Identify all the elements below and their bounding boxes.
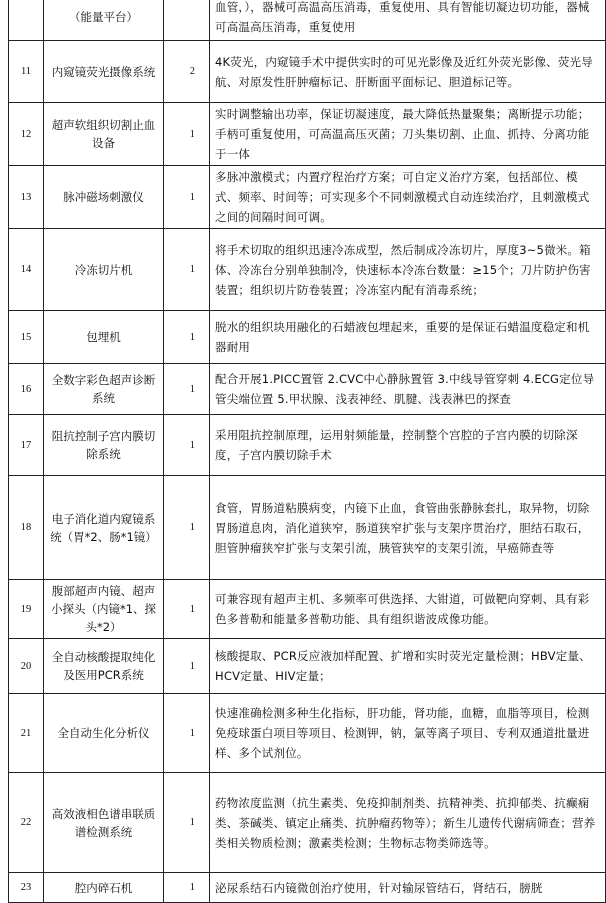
table-row [9, 166, 606, 229]
equipment-name: 腹部超声内镜、超声小探头（内镜*1、探头*2） [44, 580, 164, 639]
row-number: 15 [9, 311, 44, 364]
equipment-description: 配合开展1.PICC置管 2.CVC中心静脉置管 3.中线导管穿刺 4.ECG定位导管尖端位置 5.甲状腺、浅表神经、肌腱、浅表淋巴的探查 [210, 364, 606, 415]
equipment-description: 将手术切取的组织迅速冷冻成型，然后制成冷冻切片，厚度3~5微米。箱体、冷冻台分别单独制冷，快速标本冷冻台数量：≥15个；刀片防护伤害装置；组织切片防卷装置；冷冻室内配有消毒系统； [210, 229, 606, 311]
table-row [9, 229, 606, 311]
equipment-description: 药物浓度监测（抗生素类、免疫抑制剂类、抗精神类、抗抑郁类、抗癫痫类、茶碱类、镇定止痛类、抗肿瘤药物等）；新生儿遗传代谢病筛查；营养类相关物质检测；激素类检测；生物标志物类筛选等。 [210, 773, 606, 873]
quantity: 1 [164, 873, 210, 903]
table-row [9, 0, 606, 41]
equipment-name: 全自动生化分析仪 [44, 694, 164, 773]
equipment-table-body [9, 0, 606, 903]
table-row [9, 103, 606, 166]
row-number: 20 [9, 639, 44, 694]
row-number: 21 [9, 694, 44, 773]
row-number: 16 [9, 364, 44, 415]
equipment-name: 全数字彩色超声诊断系统 [44, 364, 164, 415]
equipment-name: 腔内碎石机 [44, 873, 164, 903]
equipment-name: 高效液相色谱串联质谱检测系统 [44, 773, 164, 873]
quantity: 1 [164, 229, 210, 311]
equipment-name: 电子消化道内窥镜系统（胃*2、肠*1镜） [44, 476, 164, 580]
equipment-name: 内窥镜荧光摄像系统 [44, 41, 164, 103]
table-row [9, 415, 606, 476]
table-row [9, 580, 606, 639]
quantity: 1 [164, 311, 210, 364]
equipment-name: 阻抗控制子宫内膜切除系统 [44, 415, 164, 476]
equipment-description: 核酸提取、PCR反应液加样配置、扩增和实时荧光定量检测；HBV定量、HCV定量、HIV定量； [210, 639, 606, 694]
equipment-name: 全自动核酸提取纯化及医用PCR系统 [44, 639, 164, 694]
row-number: 17 [9, 415, 44, 476]
row-number: 14 [9, 229, 44, 311]
row-number: 12 [9, 103, 44, 166]
table-row [9, 311, 606, 364]
quantity: 1 [164, 103, 210, 166]
quantity: 1 [164, 476, 210, 580]
quantity [164, 0, 210, 41]
table-row [9, 364, 606, 415]
table-row [9, 694, 606, 773]
quantity: 1 [164, 773, 210, 873]
equipment-name: （能量平台） [44, 0, 164, 41]
equipment-description: 快速准确检测多种生化指标，肝功能，肾功能，血糖，血脂等项目，检测免疫球蛋白项目等项目、检测钾，钠，氯等离子项目、专利双通道批量进样、多个试剂位。 [210, 694, 606, 773]
row-number: 18 [9, 476, 44, 580]
equipment-description: 泌尿系结石内镜微创治疗使用，针对输尿管结石，肾结石，膀胱 [210, 873, 606, 903]
table-row [9, 873, 606, 903]
equipment-name: 脉冲磁场刺激仪 [44, 166, 164, 229]
equipment-table [8, 0, 606, 903]
table-row [9, 773, 606, 873]
row-number: 13 [9, 166, 44, 229]
equipment-name: 超声软组织切割止血设备 [44, 103, 164, 166]
quantity: 1 [164, 580, 210, 639]
row-number: 22 [9, 773, 44, 873]
table-row [9, 41, 606, 103]
equipment-name: 冷冻切片机 [44, 229, 164, 311]
table-row [9, 639, 606, 694]
equipment-description: 实时调整输出功率，保证切凝速度，最大降低热量聚集；离断提示功能；手柄可重复使用，可高温高压灭菌；刀头集切割、止血、抓持、分离功能于一体 [210, 103, 606, 166]
equipment-description: 多脉冲激模式；内置疗程治疗方案；可自定义治疗方案，包括部位、模式、频率、时间等；可实现多个不同刺激模式自动连续治疗，且刺激模式之间的间隔时间可调。 [210, 166, 606, 229]
equipment-description: 可兼容现有超声主机、多频率可供选择、大钳道，可做靶向穿刺、具有彩色多普勒和能量多普勒功能、具有组织谐波成像功能。 [210, 580, 606, 639]
quantity: 1 [164, 166, 210, 229]
quantity: 1 [164, 694, 210, 773]
row-number: 19 [9, 580, 44, 639]
row-number: 11 [9, 41, 44, 103]
quantity: 1 [164, 639, 210, 694]
equipment-name: 包埋机 [44, 311, 164, 364]
table-row [9, 476, 606, 580]
row-number [9, 0, 44, 41]
equipment-description: 采用阻抗控制原理，运用射频能量，控制整个宫腔的子宫内膜的切除深度，子宫内膜切除手术 [210, 415, 606, 476]
row-number: 23 [9, 873, 44, 903]
quantity: 2 [164, 41, 210, 103]
equipment-description: 食管，胃肠道粘膜病变，内镜下止血，食管曲张静脉套扎，取异物，切除胃肠道息肉，消化道狭窄，肠道狭窄扩张与支架序贯治疗，胆结石取石，胆管肿瘤狭窄扩张与支架引流，胰管狭窄的支架引流，早癌筛查等 [210, 476, 606, 580]
quantity: 1 [164, 364, 210, 415]
equipment-description: 血管，），器械可高温高压消毒，重复使用、具有智能切凝边切功能，器械可高温高压消毒，重复使用 [210, 0, 606, 41]
equipment-description: 脱水的组织块用融化的石蜡液包埋起来，重要的是保证石蜡温度稳定和机器耐用 [210, 311, 606, 364]
equipment-description: 4K荧光，内窥镜手术中提供实时的可见光影像及近红外荧光影像、荧光导航、对原发性肝肿瘤标记、肝断面平面标记、胆道标记等。 [210, 41, 606, 103]
quantity: 1 [164, 415, 210, 476]
